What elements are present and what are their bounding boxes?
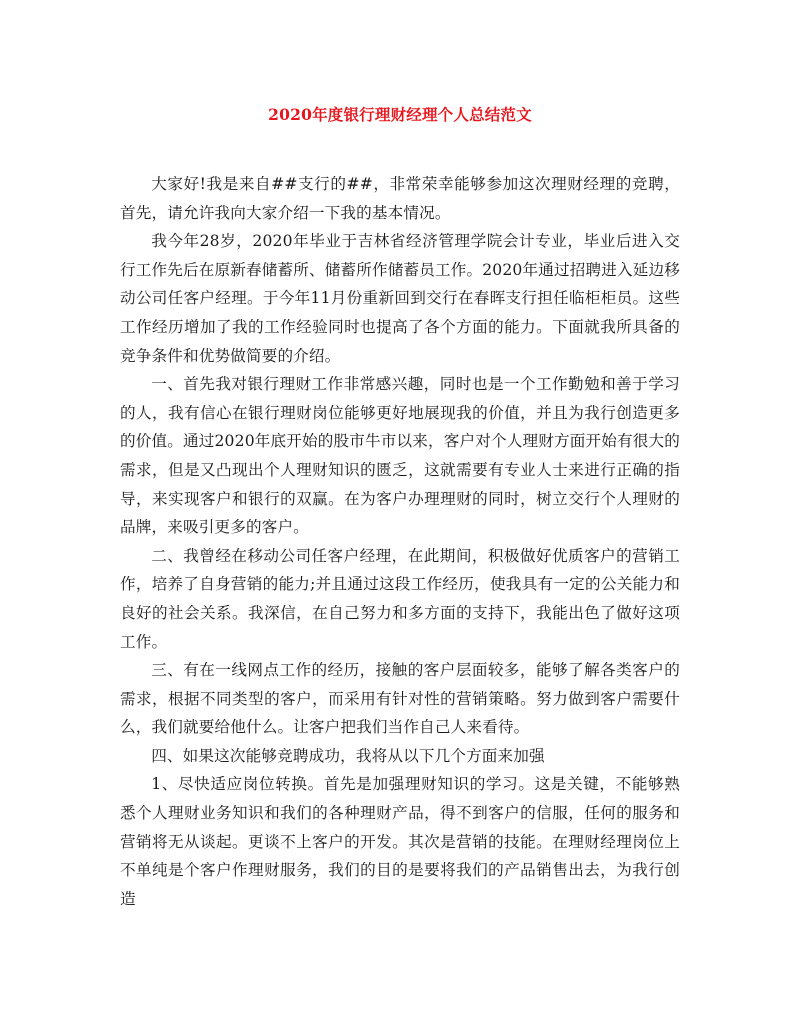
document-title: 2020年度银行理财经理个人总结范文 [268, 105, 532, 124]
paragraph-background: 我今年28岁，2020年毕业于吉林省经济管理学院会计专业，毕业后进入交行工作先后在原新春储蓄所、储蓄所作储蓄员工作。2020年通过招聘进入延边移动公司任客户经理。于今年11月份重新回到交行在春晖支行担任临柜柜员。这些工作经历增加了我的工作经验同时也提高了各个方面的能力。下面就我所具备的竞争条件和优势做简要的介绍。 [120, 232, 680, 365]
document-page [120, 0, 680, 913]
paragraph-point-1: 一、首先我对银行理财工作非常感兴趣，同时也是一个工作勤勉和善于学习的人，我有信心在银行理财岗位能够更好地展现我的价值，并且为我行创造更多的价值。通过2020年底开始的股市牛市以来，客户对个人理财方面开始有很大的需求，但是又凸现出个人理财知识的匮乏，这就需要有专业人士来进行正确的指导，来实现客户和银行的双赢。在为客户办理理财的同时，树立交行个人理财的品牌，来吸引更多的客户。 [120, 375, 680, 537]
document-body [120, 170, 680, 913]
paragraph-intro: 大家好!我是来自##支行的##，非常荣幸能够参加这次理财经理的竞聘，首先，请允许我向大家介绍一下我的基本情况。 [120, 175, 680, 222]
paragraph-point-3: 三、有在一线网点工作的经历，接触的客户层面较多，能够了解各类客户的需求，根据不同类型的客户，而采用有针对性的营销策略。努力做到客户需要什么，我们就要给他什么。让客户把我们当作自己人来看待。 [120, 661, 680, 737]
paragraph-plan-1: 1、尽快适应岗位转换。首先是加强理财知识的学习。这是关键，不能够熟悉个人理财业务知识和我们的各种理财产品，得不到客户的信服，任何的服务和营销将无从谈起。更谈不上客户的开发。其次是营销的技能。在理财经理岗位上不单纯是个客户作理财服务，我们的目的是要将我们的产品销售出去，为我行创造 [120, 775, 680, 908]
paragraph-point-2: 二、我曾经在移动公司任客户经理，在此期间，积极做好优质客户的营销工作，培养了自身营销的能力;并且通过这段工作经历，使我具有一定的公关能力和良好的社会关系。我深信，在自己努力和多方面的支持下，我能出色了做好这项工作。 [120, 546, 680, 651]
paragraph-point-4: 四、如果这次能够竞聘成功，我将从以下几个方面来加强 [151, 746, 545, 765]
